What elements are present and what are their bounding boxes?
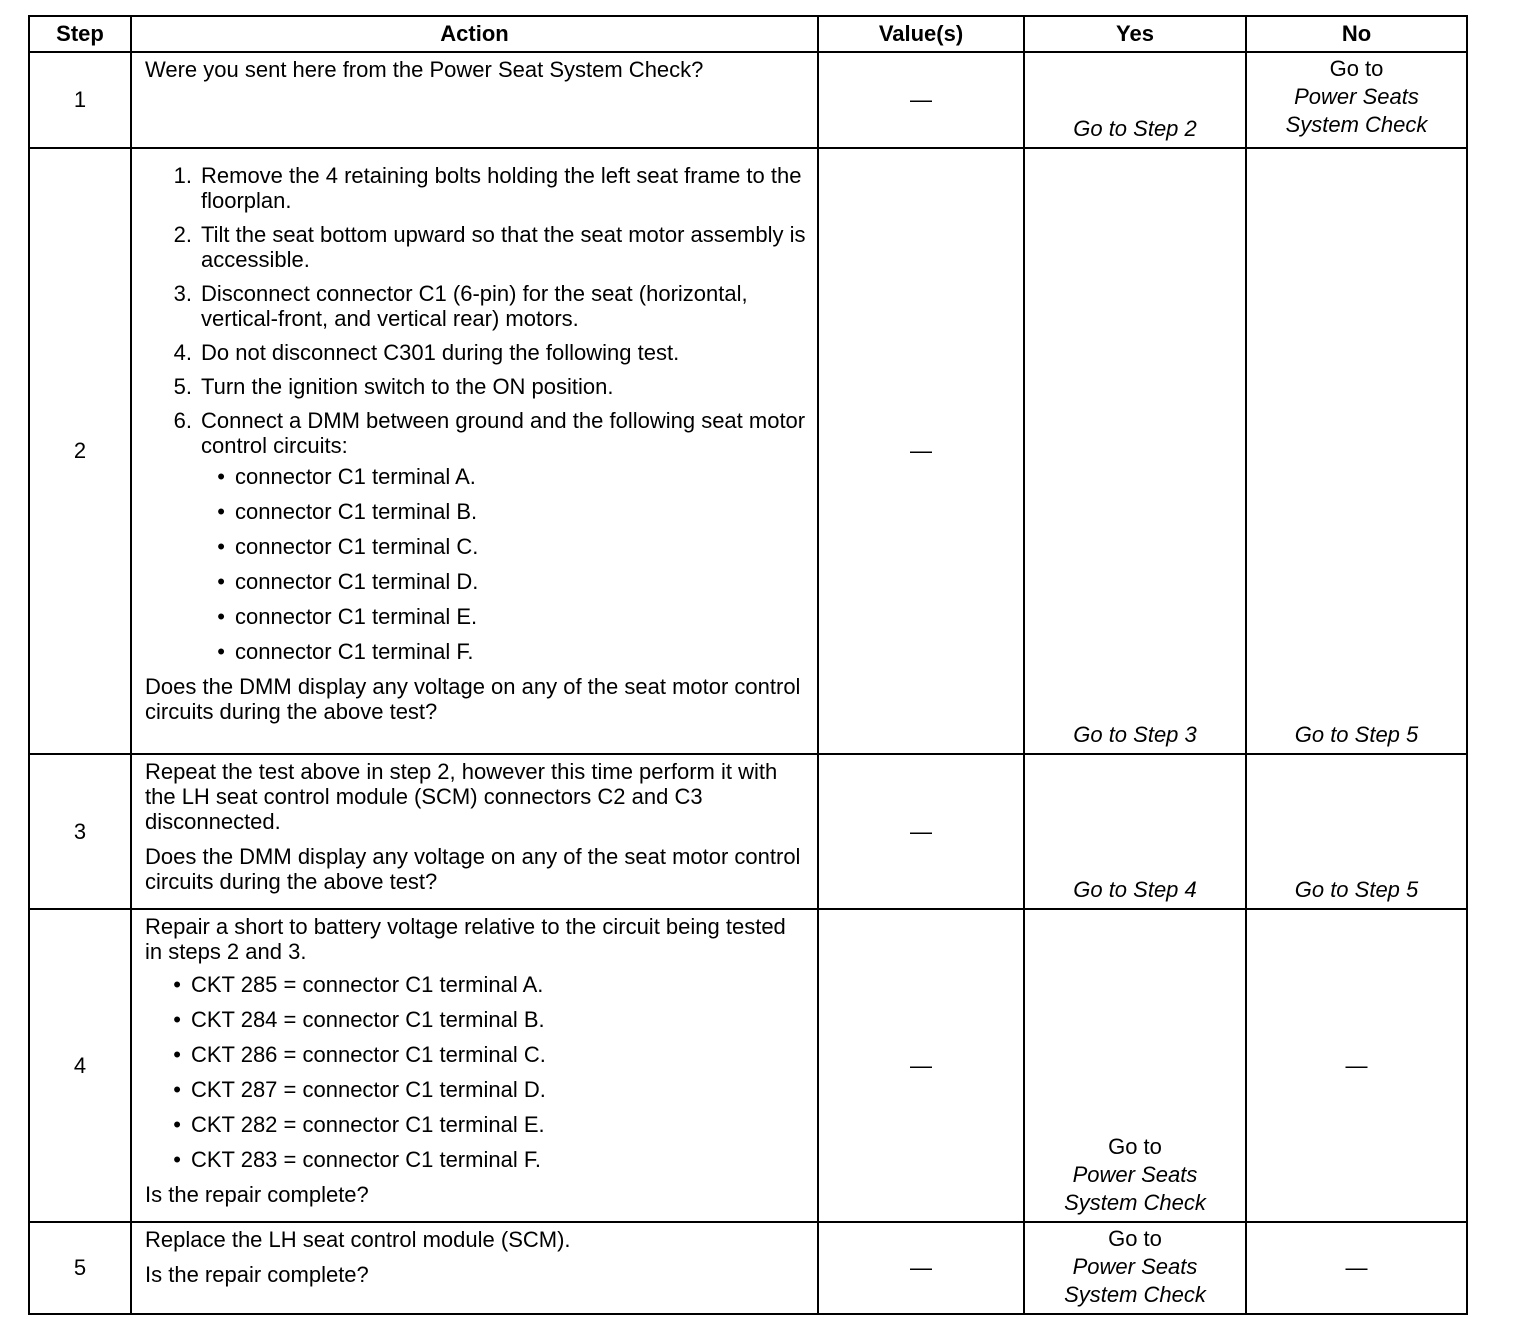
step-number: 3 [29, 754, 131, 909]
list-item: • CKT 283 = connector C1 terminal F. [173, 1147, 541, 1172]
goto-label: Go to [1108, 1134, 1162, 1159]
no-cell: — [1246, 1222, 1467, 1314]
action-text: Were you sent here from the Power Seat System Check? [145, 57, 704, 82]
value-cell: — [818, 909, 1024, 1222]
list-item: • connector C1 terminal B. [217, 499, 478, 524]
diagnostic-table [28, 15, 1468, 1315]
list-item: • connector C1 terminal F. [217, 639, 474, 664]
action-cell [131, 909, 818, 1222]
question-text: Is the repair complete? [145, 1182, 369, 1207]
list-item: • CKT 284 = connector C1 terminal B. [173, 1007, 545, 1032]
list-item: 1. Remove the 4 retaining bolts holding the left seat frame to the floorplan. [173, 163, 802, 213]
no-cell: — [1246, 909, 1467, 1222]
list-item: • connector C1 terminal E. [217, 604, 478, 629]
terminal-list [145, 464, 807, 664]
action-cell [131, 754, 818, 909]
header-step: Step [29, 16, 131, 52]
yes-cell: Go to Step 4 [1024, 754, 1246, 909]
step-number: 1 [29, 52, 131, 148]
value-cell: — [818, 754, 1024, 909]
list-item: • connector C1 terminal C. [217, 534, 479, 559]
table-row [29, 52, 1467, 148]
list-item: 6. Connect a DMM between ground and the following seat motor control circuits: [173, 408, 806, 458]
yes-cell [1024, 1222, 1246, 1314]
yes-cell [1024, 909, 1246, 1222]
header-values: Value(s) [818, 16, 1024, 52]
list-item: • connector C1 terminal D. [217, 569, 479, 594]
table-row [29, 909, 1467, 1222]
list-item: 3. Disconnect connector C1 (6-pin) for the seat (horizontal, vertical-front, and vertical rear) motors. [173, 281, 748, 331]
goto-target-line1: Power Seats [1072, 1162, 1198, 1187]
value-cell: — [818, 1222, 1024, 1314]
action-cell [131, 1222, 818, 1314]
header-yes: Yes [1024, 16, 1246, 52]
step-number: 4 [29, 909, 131, 1222]
list-item: • CKT 285 = connector C1 terminal A. [173, 972, 544, 997]
yes-cell: Go to Step 3 [1024, 148, 1246, 754]
action-cell [131, 52, 818, 148]
list-item: • connector C1 terminal A. [217, 464, 476, 489]
goto-target-line2: System Check [1285, 112, 1428, 137]
header-no: No [1246, 16, 1467, 52]
circuit-list [145, 972, 807, 1172]
value-cell: — [818, 148, 1024, 754]
goto-target-line2: System Check [1064, 1190, 1206, 1215]
value-cell: — [818, 52, 1024, 148]
step-number: 5 [29, 1222, 131, 1314]
header-row [29, 16, 1467, 52]
goto-target-line1: Power Seats [1072, 1254, 1198, 1279]
list-item: 5. Turn the ignition switch to the ON position. [173, 374, 614, 399]
question-text: Does the DMM display any voltage on any of the seat motor control circuits during the above test? [145, 674, 801, 724]
yes-cell: Go to Step 2 [1024, 52, 1246, 148]
question-text: Is the repair complete? [145, 1262, 369, 1287]
list-item: • CKT 287 = connector C1 terminal D. [173, 1077, 546, 1102]
question-text: Does the DMM display any voltage on any of the seat motor control circuits during the above test? [145, 844, 801, 894]
list-item: • CKT 282 = connector C1 terminal E. [173, 1112, 545, 1137]
goto-label: Go to [1329, 56, 1384, 81]
table-row [29, 754, 1467, 909]
goto-label: Go to [1108, 1226, 1162, 1251]
no-cell [1246, 52, 1467, 148]
list-item: 2. Tilt the seat bottom upward so that the seat motor assembly is accessible. [173, 222, 806, 272]
goto-target-line2: System Check [1064, 1282, 1206, 1307]
header-action: Action [131, 16, 818, 52]
table-row [29, 1222, 1467, 1314]
table-row [29, 148, 1467, 754]
goto-target-line1: Power Seats [1294, 84, 1419, 109]
step-number: 2 [29, 148, 131, 754]
list-item: • CKT 286 = connector C1 terminal C. [173, 1042, 546, 1067]
no-cell: Go to Step 5 [1246, 754, 1467, 909]
action-cell [131, 148, 818, 754]
action-text: Replace the LH seat control module (SCM). [145, 1227, 571, 1252]
procedure-list [145, 163, 807, 458]
no-cell: Go to Step 5 [1246, 148, 1467, 754]
list-item: 4. Do not disconnect C301 during the following test. [173, 340, 680, 365]
action-text: Repair a short to battery voltage relative to the circuit being tested in steps 2 and 3. [145, 914, 786, 964]
action-text: Repeat the test above in step 2, however this time perform it with the LH seat control module (SCM) connectors C2 and C3 disconnected. [145, 759, 778, 834]
